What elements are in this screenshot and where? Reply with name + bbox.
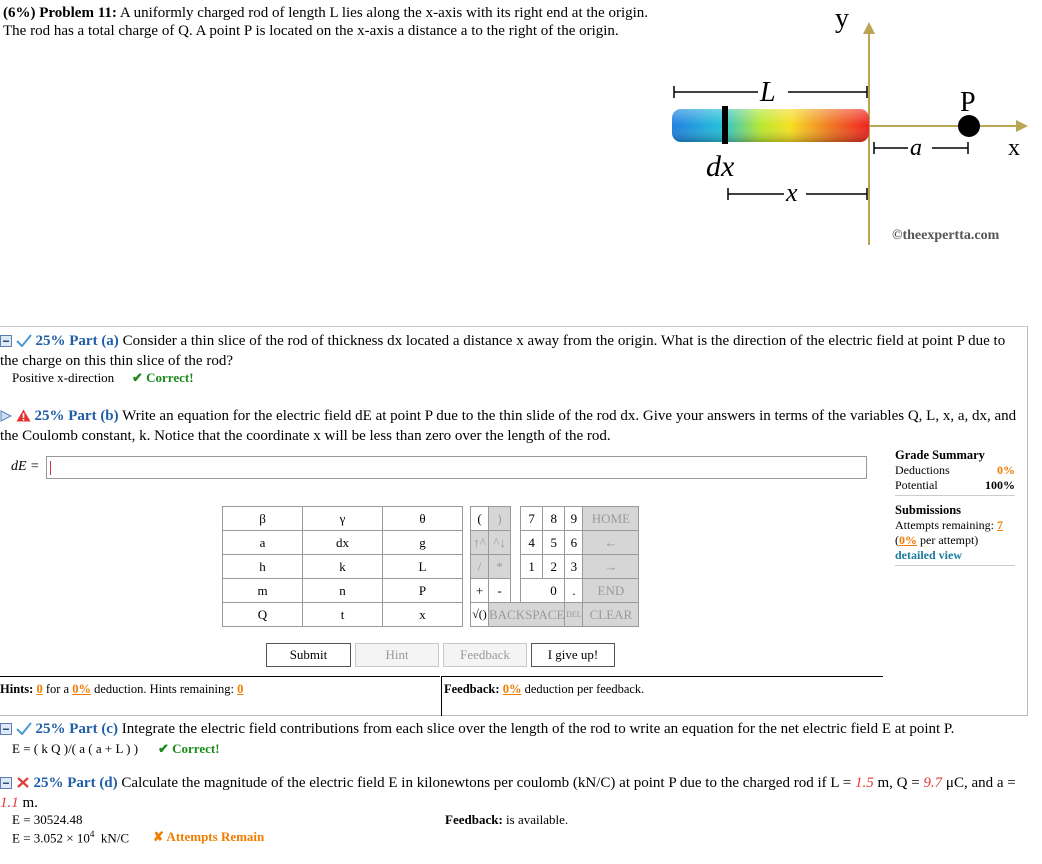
part-b-header: [0, 407, 1030, 445]
key-open-paren[interactable]: (: [471, 507, 489, 531]
distance-a-label: a: [910, 135, 922, 161]
distance-x-label: x: [786, 178, 798, 207]
warning-icon: [16, 409, 31, 427]
part-a-question: Consider a thin slice of the rod of thickness dx located a distance x away from the origin. What is the direction of the electric field at point P due to the charge on this thin slice of the rod?: [0, 333, 1006, 369]
x-mark-icon: [16, 776, 30, 794]
feedback-pct: 0%: [502, 682, 522, 696]
key-g[interactable]: g: [383, 531, 463, 555]
key-x[interactable]: x: [383, 603, 463, 627]
key-L[interactable]: L: [383, 555, 463, 579]
key-del[interactable]: DEL: [565, 603, 583, 627]
part-c-question: Integrate the electric field contributions from each slice over the length of the rod to write an equation for the net electric field E at point P.: [121, 721, 955, 737]
detailed-view-link[interactable]: detailed view: [895, 548, 962, 562]
key-h[interactable]: h: [223, 555, 303, 579]
part-d-percent: 25% Part (d): [33, 775, 118, 791]
per-attempt-text: per attempt): [920, 533, 979, 547]
problem-text: A uniformly charged rod of length L lies along the x-axis with its right end at the origin. The rod has a total charge of Q. A point P is located on the x-axis a distance a to the right of the origin.: [3, 5, 649, 39]
key-dx[interactable]: dx: [303, 531, 383, 555]
problem-label: (6%) Problem 11:: [3, 5, 117, 21]
key-m[interactable]: m: [223, 579, 303, 603]
part-b-percent: 25% Part (b): [34, 408, 119, 424]
submissions-title: Submissions: [895, 503, 962, 517]
grade-summary: Grade Summary Deductions 0% Potential 100% Submissions Attempts remaining: 7 (0% per attempt) detailed view: [895, 447, 1015, 572]
part-d-header: [0, 774, 1030, 812]
key-k[interactable]: k: [303, 555, 383, 579]
per-attempt-pct: 0%: [899, 533, 917, 547]
part-d-answer-2: $E = 3.052 \times 10^4$ kN/C: [12, 829, 130, 846]
key-a[interactable]: a: [223, 531, 303, 555]
part-c-percent: 25% Part (c): [35, 721, 118, 737]
part-d-answer-1: E = 30524.48: [12, 812, 83, 827]
x-axis-label: x: [1008, 135, 1020, 161]
part-a-answer: Positive x-direction: [12, 370, 115, 385]
part-a-header: [0, 332, 1026, 370]
key-1[interactable]: 1: [521, 555, 543, 579]
submit-button[interactable]: Submit: [266, 643, 351, 667]
give-up-button[interactable]: I give up!: [531, 643, 615, 667]
key-gamma[interactable]: γ: [303, 507, 383, 531]
rod-diagram: [660, 0, 1042, 250]
part-a-status: ✔ Correct!: [132, 370, 194, 385]
text-caret: [50, 461, 51, 475]
key-up-power[interactable]: ↑^: [471, 531, 489, 555]
part-c-answer: E = ( k Q )/( a ( a + L ) ): [12, 741, 139, 756]
key-3[interactable]: 3: [565, 555, 583, 579]
hints-bar: Hints: 0 for a 0% deduction. Hints remaining: 0: [0, 676, 440, 716]
key-left[interactable]: ←: [583, 531, 639, 555]
part-c-header: [0, 720, 1030, 740]
key-blank: [521, 579, 543, 603]
attempts-value: 7: [996, 518, 1003, 532]
collapse-icon[interactable]: [0, 722, 12, 740]
point-p-dot: [958, 115, 980, 137]
dx-label: dx: [706, 150, 735, 183]
key-multiply[interactable]: *: [489, 555, 511, 579]
part-c-status: ✔ Correct!: [158, 741, 220, 756]
key-beta[interactable]: β: [223, 507, 303, 531]
key-plus[interactable]: +: [471, 579, 489, 603]
problem-figure: [660, 0, 1042, 250]
key-5[interactable]: 5: [543, 531, 565, 555]
key-8[interactable]: 8: [543, 507, 565, 531]
attempts-label: Attempts remaining:: [895, 518, 994, 532]
part-d-feedback: Feedback: is available.: [445, 812, 569, 827]
length-label: L: [760, 77, 776, 108]
key-backspace[interactable]: BACKSPACE: [489, 603, 565, 627]
feedback-bar: Feedback: 0% deduction per feedback.: [441, 676, 883, 716]
key-home[interactable]: HOME: [583, 507, 639, 531]
checkmark-icon: [16, 722, 32, 740]
key-4[interactable]: 4: [521, 531, 543, 555]
potential-label: Potential: [895, 478, 938, 492]
hints-remaining: 0: [237, 682, 244, 696]
key-theta[interactable]: θ: [383, 507, 463, 531]
key-Q[interactable]: Q: [223, 603, 303, 627]
collapse-icon[interactable]: [0, 776, 12, 794]
hint-button[interactable]: Hint: [355, 643, 439, 667]
potential-value: 100%: [985, 478, 1015, 492]
key-end[interactable]: END: [583, 579, 639, 603]
equation-keypad: [222, 506, 639, 627]
answer-input[interactable]: [46, 456, 867, 479]
key-decimal[interactable]: .: [565, 579, 583, 603]
y-axis-label: y: [835, 3, 849, 34]
part-a-percent: 25% Part (a): [35, 333, 119, 349]
part-d-question-3: μC, and a =: [945, 775, 1016, 791]
checkmark-icon: [16, 334, 32, 352]
part-d-question-2: m, Q =: [877, 775, 920, 791]
figure-credit: ©theexpertta.com: [892, 228, 1000, 243]
feedback-button[interactable]: Feedback: [443, 643, 527, 667]
problem-statement: [3, 5, 653, 40]
part-d-question-1: Calculate the magnitude of the electric field E in kilonewtons per coulomb (kN/C) at point P due to the charged rod if L =: [121, 775, 852, 791]
hints-count: 0: [36, 682, 43, 696]
part-d-Q-value: 9.7: [923, 775, 943, 791]
key-P[interactable]: P: [383, 579, 463, 603]
deductions-label: Deductions: [895, 463, 950, 477]
part-d-status: ✘ Attempts Remain: [153, 829, 265, 844]
key-7[interactable]: 7: [521, 507, 543, 531]
key-9[interactable]: 9: [565, 507, 583, 531]
part-d-question-4: m.: [22, 795, 38, 811]
key-sqrt[interactable]: √(): [471, 603, 489, 627]
part-d-a-value: 1.1: [0, 795, 19, 811]
hints-pct: 0%: [72, 682, 91, 696]
part-d-L-value: 1.5: [854, 775, 874, 791]
point-p-label: P: [960, 87, 976, 118]
key-close-paren[interactable]: ): [489, 507, 511, 531]
key-clear[interactable]: CLEAR: [583, 603, 639, 627]
key-6[interactable]: 6: [565, 531, 583, 555]
key-0[interactable]: 0: [543, 579, 565, 603]
collapse-icon[interactable]: [0, 334, 12, 352]
grade-summary-title: Grade Summary: [895, 448, 985, 462]
key-minus[interactable]: -: [489, 579, 511, 603]
de-label: dE =: [11, 459, 40, 474]
expand-arrow-icon[interactable]: [0, 409, 12, 427]
key-down-power[interactable]: ^↓: [489, 531, 511, 555]
part-b-question: Write an equation for the electric field dE at point P due to the thin slide of the rod dx. Give your answers in terms of the variables Q, L, x, a, dx, and the Coulomb constant, k. Notice that the coordinate x will be less than zero over the length of the rod.: [0, 408, 1017, 444]
deductions-value: 0%: [997, 463, 1015, 477]
key-t[interactable]: t: [303, 603, 383, 627]
key-divide[interactable]: /: [471, 555, 489, 579]
key-2[interactable]: 2: [543, 555, 565, 579]
key-n[interactable]: n: [303, 579, 383, 603]
key-right[interactable]: →: [583, 555, 639, 579]
